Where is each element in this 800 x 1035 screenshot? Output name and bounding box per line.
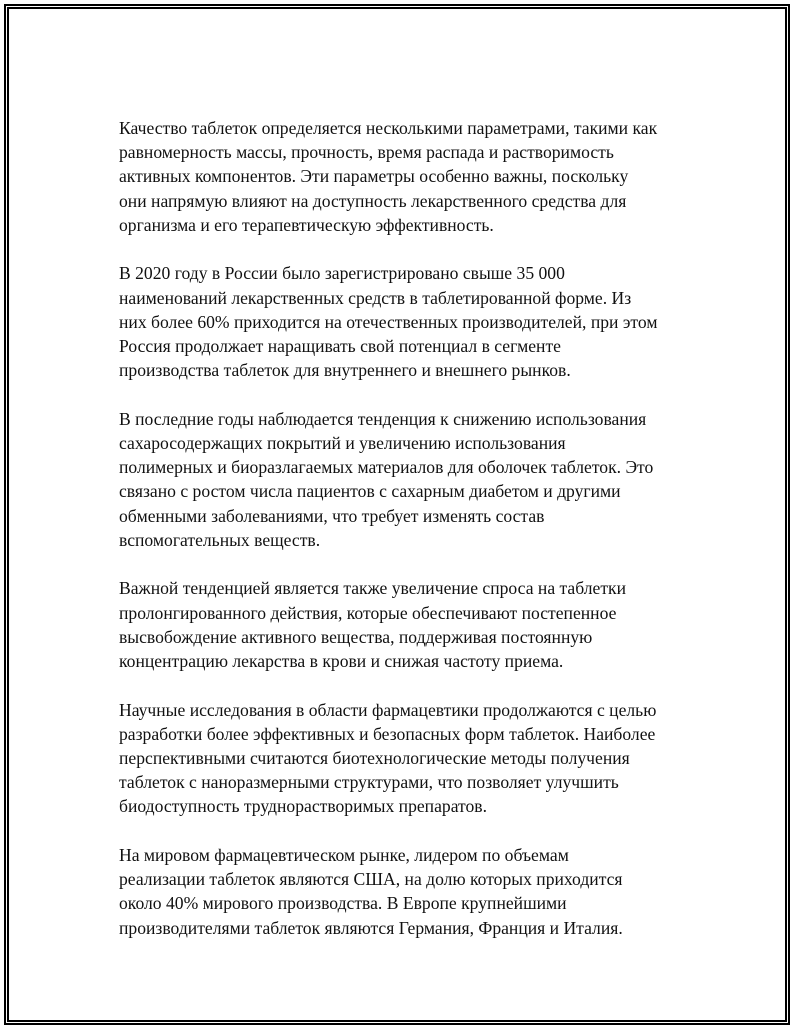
text-line: них более 60% приходится на отечественных производителей, при этом — [119, 311, 658, 332]
text-line: таблеток с наноразмерными структурами, что позволяет улучшить — [119, 772, 619, 793]
text-line: активных компонентов. Эти параметры особенно важны, поскольку — [119, 166, 629, 187]
paragraph-tablet-quality — [119, 116, 699, 237]
text-line: Качество таблеток определяется несколькими параметрами, такими как — [119, 118, 658, 138]
text-line: обменными заболеваниями, что требует изменять состав — [119, 505, 545, 526]
text-line: около 40% мирового производства. В Европе крупнейшими — [119, 893, 567, 914]
text-line: производства таблеток для внутреннего и внешнего рынков. — [119, 360, 571, 381]
text-line: высвобождение активного вещества, поддерживая постоянную — [119, 626, 593, 647]
text-line: концентрацию лекарства в крови и снижая частоту приема. — [119, 651, 564, 672]
text-line: связано с ростом числа пациентов с сахарным диабетом и другими — [119, 481, 621, 502]
paragraph-russia-registrations — [119, 261, 699, 382]
text-line: На мировом фармацевтическом рынке, лидером по объемам — [119, 845, 569, 866]
text-line: они напрямую влияют на доступность лекарственного средства для — [119, 190, 627, 211]
text-line: производителями таблеток являются Германия, Франция и Италия. — [119, 917, 623, 938]
text-line: организма и его терапевтическую эффективность. — [119, 214, 494, 235]
text-line: Важной тенденцией является также увеличение спроса на таблетки — [119, 578, 626, 599]
text-line: разработки более эффективных и безопасных форм таблеток. Наиболее — [119, 723, 656, 744]
text-line: В последние годы наблюдается тенденция к снижению использования — [119, 408, 647, 429]
paragraph-research — [119, 698, 699, 819]
text-line: полимерных и биоразлагаемых материалов для оболочек таблеток. Это — [119, 457, 654, 478]
text-line: В 2020 году в России было зарегистрировано свыше 35 000 — [119, 263, 565, 284]
text-line: реализации таблеток являются США, на долю которых приходится — [119, 869, 623, 890]
text-line: наименований лекарственных средств в таблетированной форме. Из — [119, 287, 632, 308]
text-line: равномерность массы, прочность, время распада и растворимость — [119, 142, 614, 163]
text-line: сахаросодержащих покрытий и увеличению использования — [119, 433, 566, 454]
text-line: пролонгированного действия, которые обеспечивают постепенное — [119, 602, 617, 623]
text-line: вспомогательных веществ. — [119, 529, 321, 550]
document-body — [119, 116, 699, 964]
text-line: биодоступность труднорастворимых препаратов. — [119, 796, 488, 817]
paragraph-prolonged-release — [119, 576, 699, 673]
paragraph-coating-trends — [119, 407, 699, 552]
paragraph-world-market — [119, 843, 699, 940]
text-line: Россия продолжает наращивать свой потенциал в сегменте — [119, 336, 561, 357]
text-line: Научные исследования в области фармацевтики продолжаются с целью — [119, 699, 657, 720]
text-line: перспективными считаются биотехнологические методы получения — [119, 748, 630, 769]
